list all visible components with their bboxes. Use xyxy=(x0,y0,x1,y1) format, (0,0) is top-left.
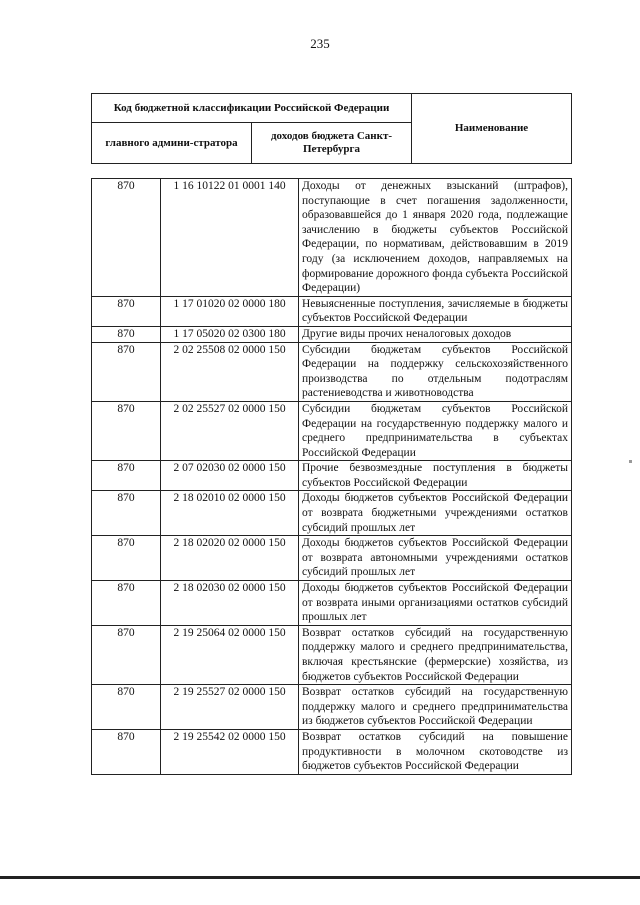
revenue-code-cell: 1 16 10122 01 0001 140 xyxy=(161,179,299,297)
admin-code-cell: 870 xyxy=(92,536,161,581)
name-cell: Доходы бюджетов субъектов Российской Федерации от возврата бюджетными учреждениями остатков субсидий прошлых лет xyxy=(299,491,572,536)
table-row xyxy=(92,625,572,684)
table-row xyxy=(92,729,572,774)
table-row xyxy=(92,326,572,342)
name-cell: Доходы от денежных взысканий (штрафов), поступающие в счет погашения задолженности, образовавшейся до 1 января 2020 года, подлежащие зачислению в бюджеты субъектов Российской Федерации, по нормативам, действовавшим в 2019 году (за исключением доходов, направляемых на формирование дорожного фонда субъекта Российской Федерации) xyxy=(299,179,572,297)
table-row xyxy=(92,461,572,491)
admin-code-cell: 870 xyxy=(92,179,161,297)
admin-code-cell: 870 xyxy=(92,296,161,326)
revenue-code-cell: 2 19 25064 02 0000 150 xyxy=(161,625,299,684)
table-row xyxy=(92,401,572,460)
name-cell: Субсидии бюджетам субъектов Российской Федерации на поддержку сельскохозяйственного производства по отдельным подотраслям растениеводства и животноводства xyxy=(299,342,572,401)
bottom-rule xyxy=(0,876,640,879)
admin-code-cell: 870 xyxy=(92,581,161,626)
revenue-code-cell: 1 17 01020 02 0000 180 xyxy=(161,296,299,326)
name-cell: Возврат остатков субсидий на государственную поддержку малого и среднего предпринимательства из бюджетов субъектов Российской Федерации xyxy=(299,685,572,730)
codes-table-body xyxy=(92,179,572,775)
admin-code-cell: 870 xyxy=(92,685,161,730)
page-number: 235 xyxy=(310,36,330,51)
table-row xyxy=(92,342,572,401)
name-cell: Прочие безвозмездные поступления в бюджеты субъектов Российской Федерации xyxy=(299,461,572,491)
admin-code-cell: 870 xyxy=(92,326,161,342)
revenue-code-cell: 2 18 02020 02 0000 150 xyxy=(161,536,299,581)
admin-code-cell: 870 xyxy=(92,491,161,536)
name-cell: Доходы бюджетов субъектов Российской Федерации от возврата иными организациями остатков субсидий прошлых лет xyxy=(299,581,572,626)
table-row xyxy=(92,179,572,297)
admin-code-cell: 870 xyxy=(92,401,161,460)
scan-mark xyxy=(629,460,632,463)
name-cell: Возврат остатков субсидий на государственную поддержку малого и среднего предпринимательства, включая крестьянские (фермерские) хозяйства, из бюджетов субъектов Российской Федерации xyxy=(299,625,572,684)
name-cell: Другие виды прочих неналоговых доходов xyxy=(299,326,572,342)
admin-code-cell: 870 xyxy=(92,625,161,684)
admin-code-cell: 870 xyxy=(92,461,161,491)
name-cell: Субсидии бюджетам субъектов Российской Федерации на государственную поддержку малого и среднего предпринимательства в субъектах Российской Федерации xyxy=(299,401,572,460)
name-cell: Невыясненные поступления, зачисляемые в бюджеты субъектов Российской Федерации xyxy=(299,296,572,326)
revenue-code-cell: 2 19 25527 02 0000 150 xyxy=(161,685,299,730)
header-admin: главного админи-стратора xyxy=(92,123,252,164)
table-row xyxy=(92,536,572,581)
revenue-code-cell: 2 02 25508 02 0000 150 xyxy=(161,342,299,401)
revenue-code-cell: 2 18 02030 02 0000 150 xyxy=(161,581,299,626)
name-cell: Доходы бюджетов субъектов Российской Федерации от возврата автономными учреждениями остатков субсидий прошлых лет xyxy=(299,536,572,581)
revenue-code-cell: 1 17 05020 02 0300 180 xyxy=(161,326,299,342)
admin-code-cell: 870 xyxy=(92,342,161,401)
header-name: Наименование xyxy=(412,94,572,164)
revenue-code-cell: 2 19 25542 02 0000 150 xyxy=(161,729,299,774)
revenue-code-cell: 2 18 02010 02 0000 150 xyxy=(161,491,299,536)
name-cell: Возврат остатков субсидий на повышение продуктивности в молочном скотоводстве из бюджетов субъектов Российской Федерации xyxy=(299,729,572,774)
revenue-code-cell: 2 07 02030 02 0000 150 xyxy=(161,461,299,491)
table-row xyxy=(92,685,572,730)
codes-table xyxy=(91,178,572,775)
table-row xyxy=(92,296,572,326)
header-table xyxy=(91,93,572,164)
table-row xyxy=(92,491,572,536)
header-revenue: доходов бюджета Санкт-Петербурга xyxy=(252,123,412,164)
header-code-group: Код бюджетной классификации Российской Федерации xyxy=(92,94,412,123)
admin-code-cell: 870 xyxy=(92,729,161,774)
revenue-code-cell: 2 02 25527 02 0000 150 xyxy=(161,401,299,460)
table-row xyxy=(92,581,572,626)
